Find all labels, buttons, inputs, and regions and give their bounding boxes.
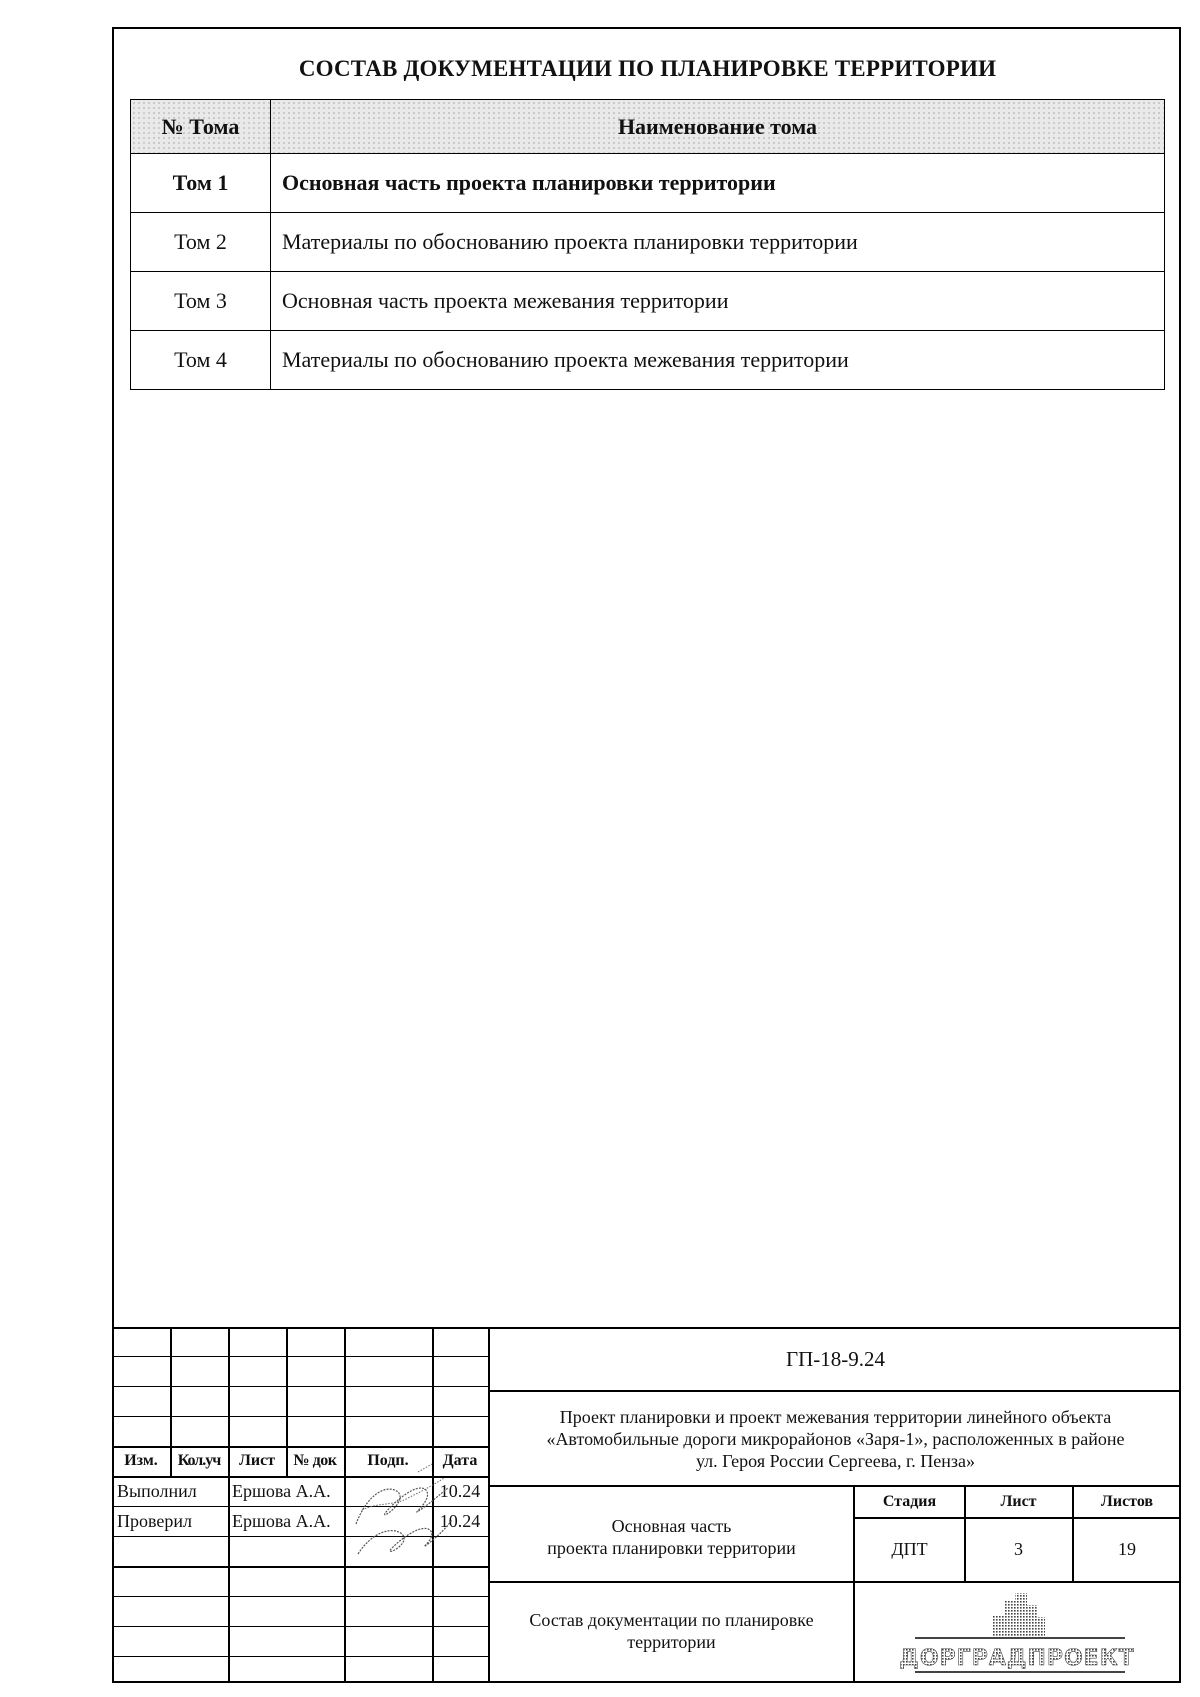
volume-name: Основная часть проекта межевания территории — [271, 272, 1165, 331]
sheet-value: 3 — [1014, 1539, 1023, 1559]
sheet-title-line2: территории — [627, 1632, 716, 1652]
volume-number: Том 3 — [131, 272, 271, 331]
checked-date: 10.24 — [439, 1511, 481, 1531]
table-header-row — [131, 100, 1165, 154]
table-row — [131, 154, 1165, 213]
volumes-table — [130, 99, 1165, 390]
table-row — [131, 213, 1165, 272]
col-header-signature: Подп. — [367, 1452, 409, 1469]
project-name-line3: ул. Героя России Сергеева, г. Пенза» — [695, 1451, 976, 1471]
col-header-doc-number: № док — [293, 1452, 337, 1469]
project-name-line1: Проект планировки и проект межевания территории линейного объекта — [559, 1407, 1112, 1427]
sheets-label: Листов — [1100, 1493, 1154, 1510]
col-header-change: Изм. — [124, 1452, 158, 1469]
title-block — [112, 1327, 1181, 1683]
volume-number: Том 4 — [131, 331, 271, 390]
sheets-value: 19 — [1118, 1539, 1136, 1559]
table-row — [131, 331, 1165, 390]
checker-name: Ершова А.А. — [232, 1511, 331, 1531]
company-name: ДОРГРАДПРОЕКТ — [899, 1646, 1135, 1671]
volume-name: Материалы по обоснованию проекта межевания территории — [271, 331, 1165, 390]
divider — [228, 1327, 230, 1683]
role-checked: Проверил — [117, 1511, 192, 1531]
divider — [344, 1327, 346, 1683]
stage-label: Стадия — [882, 1493, 937, 1510]
divider — [112, 1327, 1181, 1329]
part-name-line1: Основная часть — [611, 1516, 732, 1536]
performed-date: 10.24 — [439, 1481, 481, 1501]
document-title: СОСТАВ ДОКУМЕНТАЦИИ ПО ПЛАНИРОВКЕ ТЕРРИТОРИИ — [298, 56, 997, 81]
divider — [488, 1581, 1181, 1583]
company-logo — [897, 1589, 1137, 1679]
volume-name: Основная часть проекта планировки территории — [271, 154, 1165, 213]
sheet-title-line1: Состав документации по планировке — [529, 1610, 814, 1630]
col-header-sheet: Лист — [238, 1452, 276, 1469]
sheet-label: Лист — [1000, 1493, 1037, 1510]
volume-number: Том 1 — [131, 154, 271, 213]
divider — [488, 1390, 1181, 1392]
header-volume-number: № Тома — [131, 100, 271, 154]
stage-value: ДПТ — [891, 1539, 928, 1559]
project-name-line2: «Автомобильные дороги микрорайонов «Заря-1», расположенных в районе — [546, 1429, 1125, 1449]
volume-name: Материалы по обоснованию проекта планировки территории — [271, 213, 1165, 272]
col-header-date: Дата — [442, 1452, 478, 1469]
part-name-line2: проекта планировки территории — [547, 1538, 796, 1558]
divider — [853, 1485, 855, 1683]
divider — [853, 1517, 1181, 1519]
volume-number: Том 2 — [131, 213, 271, 272]
col-header-count: Кол.уч — [177, 1452, 221, 1469]
role-performed: Выполнил — [117, 1481, 197, 1501]
document-code: ГП-18-9.24 — [785, 1347, 886, 1371]
header-volume-name: Наименование тома — [271, 100, 1165, 154]
table-row — [131, 272, 1165, 331]
divider — [488, 1485, 1181, 1487]
performer-name: Ершова А.А. — [232, 1481, 331, 1501]
signature-image — [348, 1462, 458, 1562]
